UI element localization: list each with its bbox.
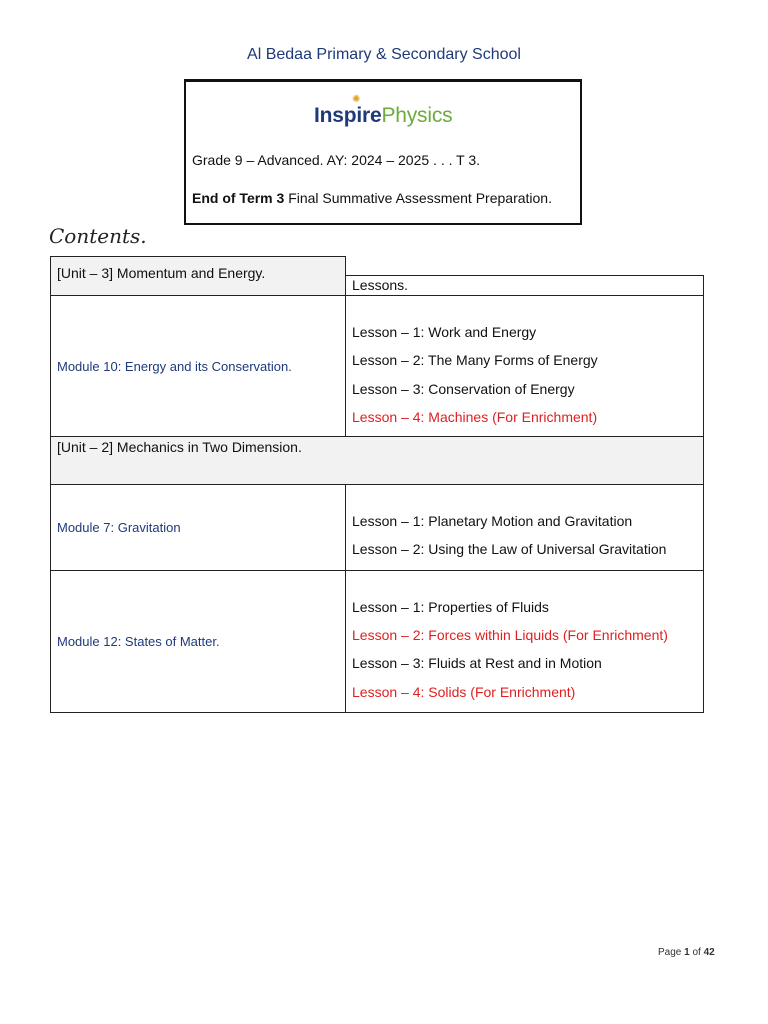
unit2-heading: [Unit – 2] Mechanics in Two Dimension. — [50, 436, 704, 485]
page-label: Page — [658, 947, 685, 958]
list-item: Lesson – 3: Fluids at Rest and in Motion — [352, 655, 602, 671]
page-total: 42 — [703, 947, 715, 958]
list-item: Lesson – 2: Forces within Liquids (For Enrichment) — [352, 627, 668, 643]
spark-icon: ✺ — [352, 94, 361, 105]
inspire-physics-logo — [314, 94, 453, 128]
module10-title-text: Module 10: Energy and its Conservation. — [57, 358, 292, 374]
module12-title-text: Module 12: States of Matter. — [57, 634, 220, 649]
module10-lessons — [345, 295, 704, 437]
module12-title — [50, 570, 346, 713]
list-item: Lesson – 2: The Many Forms of Energy — [352, 352, 598, 368]
module7-title — [50, 484, 346, 571]
list-item: Lesson – 1: Work and Energy — [352, 324, 537, 340]
module10-title — [50, 295, 346, 437]
term-bold: End of Term 3 — [192, 190, 285, 206]
header-box — [184, 79, 582, 225]
logo-physics: Physics — [381, 104, 453, 127]
module7-lessons — [345, 484, 704, 571]
list-item: Lesson – 4: Solids (For Enrichment) — [352, 684, 576, 700]
of-label: of — [689, 947, 704, 958]
logo-inspire: Inspire — [314, 104, 382, 127]
page-number — [658, 947, 715, 958]
list-item: Lesson – 2: Using the Law of Universal Gravitation — [352, 541, 667, 557]
grade-line: Grade 9 – Advanced. AY: 2024 – 2025 . . . T 3. — [192, 152, 480, 168]
list-item: Lesson – 1: Planetary Motion and Gravitation — [352, 513, 633, 529]
module7-title-text: Module 7: Gravitation — [57, 520, 181, 535]
module12-lessons — [345, 570, 704, 713]
list-item: Lesson – 3: Conservation of Energy — [352, 381, 575, 397]
list-item: Lesson – 1: Properties of Fluids — [352, 599, 549, 615]
school-name: Al Bedaa Primary & Secondary School — [247, 46, 521, 63]
lessons-header: Lessons. — [345, 275, 704, 296]
list-item: Lesson – 4: Machines (For Enrichment) — [352, 409, 598, 425]
page-current: 1 — [684, 947, 690, 958]
term-rest: Final Summative Assessment Preparation. — [284, 190, 552, 206]
unit3-heading: [Unit – 3] Momentum and Energy. — [50, 256, 346, 296]
term-line — [192, 190, 552, 206]
contents-title: Contents. — [49, 224, 147, 248]
